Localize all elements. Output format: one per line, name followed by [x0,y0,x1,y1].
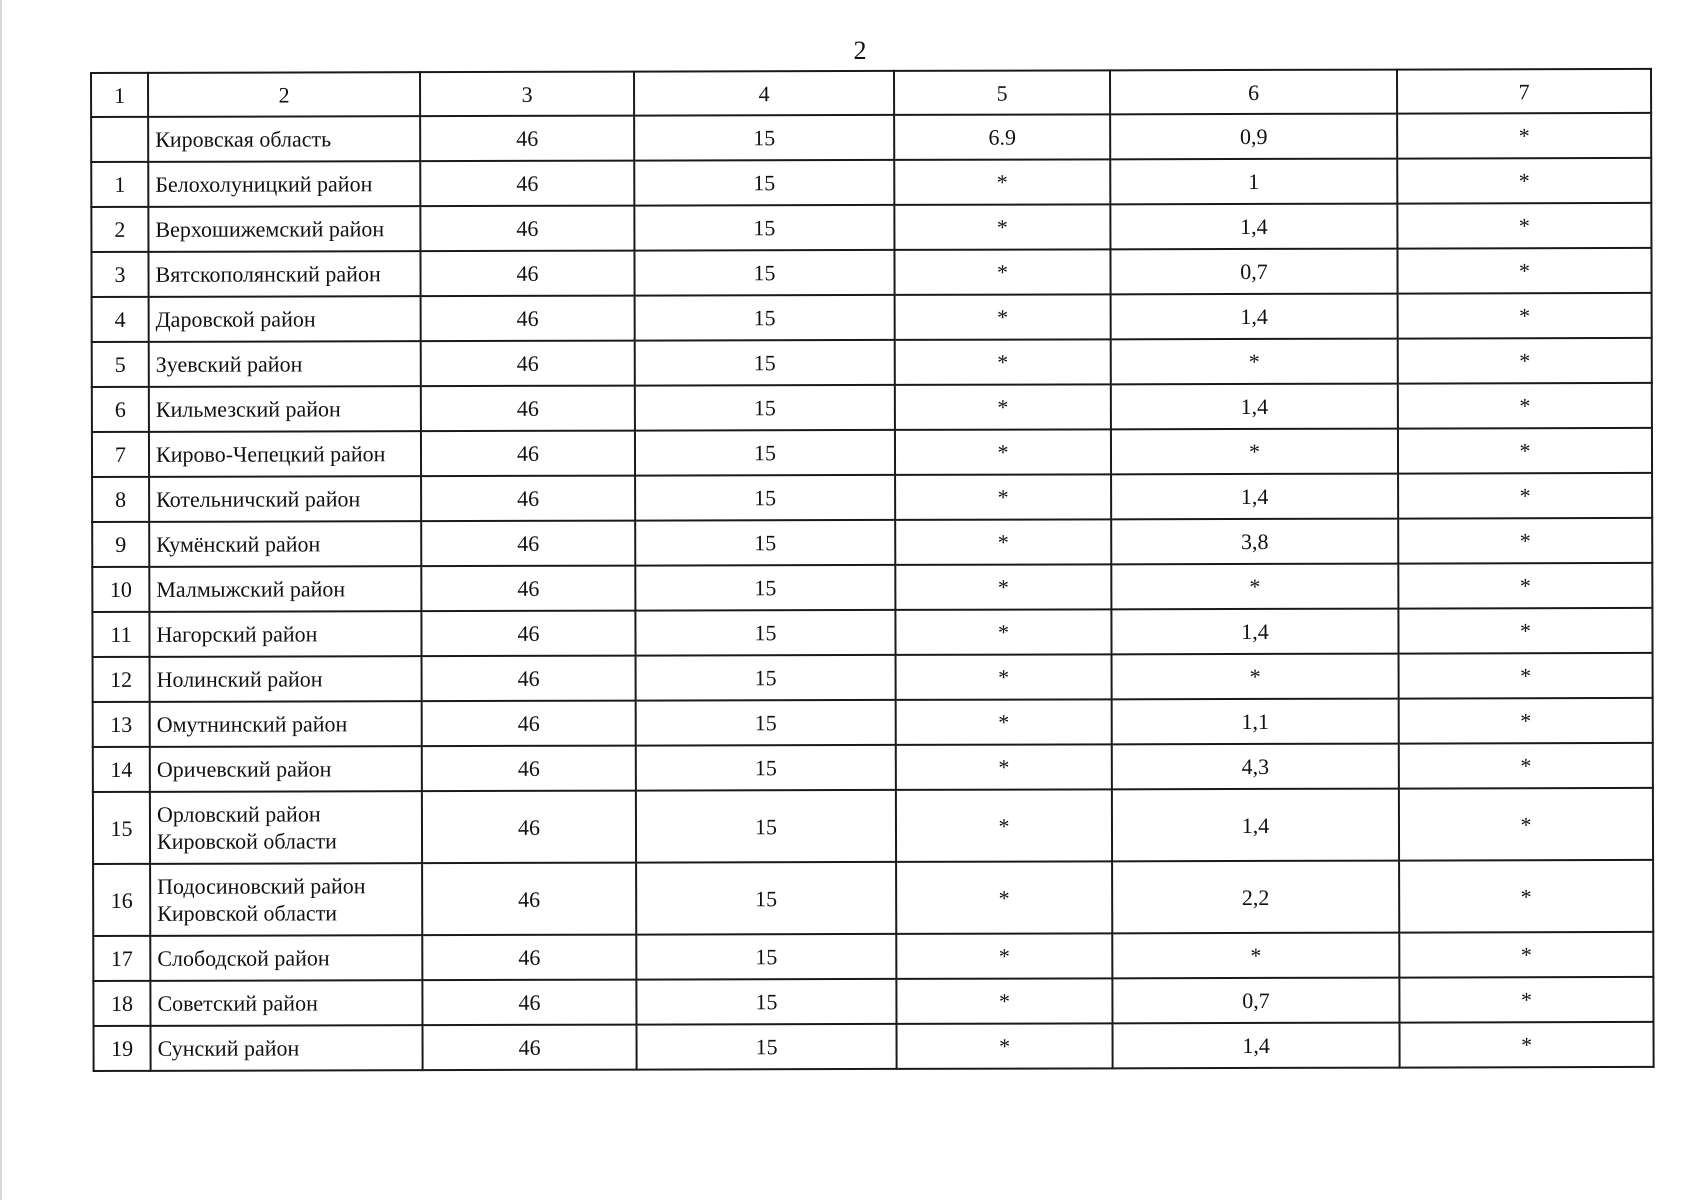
table-row [91,158,1651,207]
value-cell-c3: 46 [421,341,635,387]
value-cell-c3: 46 [420,161,634,207]
value-cell-c7: * [1399,653,1653,699]
district-name-cell [149,611,421,657]
district-name-cell [148,206,420,252]
value-cell-c3: 46 [422,701,636,747]
row-number-cell: 18 [93,981,150,1026]
row-number-cell: 1 [91,162,148,207]
row-number-cell: 5 [92,342,149,387]
table-row [93,1022,1653,1071]
row-number-cell: 12 [93,657,150,702]
table-row [91,203,1651,252]
value-cell-c7: * [1399,1022,1653,1068]
value-cell-c3: 46 [421,566,635,612]
row-number-cell: 9 [92,522,149,567]
value-cell-c5: * [894,159,1110,205]
value-cell-c3: 46 [421,296,635,342]
value-cell-c3: 46 [421,431,635,477]
row-number-cell: 7 [92,432,149,477]
row-number-cell: 3 [91,252,148,297]
header-cell: 5 [894,70,1110,115]
value-cell-c3: 46 [422,935,636,981]
district-name: Вятскополянский район [155,261,381,287]
district-name: Кильмезский район [155,396,341,422]
header-cell: 3 [420,72,634,117]
district-name: Сунский район [157,1035,300,1061]
district-name-cell [150,980,422,1026]
district-name-cell [150,656,422,702]
value-cell-c3: 46 [421,476,635,522]
district-name: Оричевский район [156,756,332,782]
district-name: Омутнинский район [156,711,348,737]
value-cell-c3: 46 [420,116,634,162]
value-cell-c6: 1,4 [1112,1023,1399,1069]
header-cell: 1 [91,73,148,117]
value-cell-c5: * [896,978,1112,1024]
row-number-cell: 2 [91,207,148,252]
value-cell-c6: * [1111,339,1398,385]
district-name-cell [148,116,420,162]
value-cell-c3: 46 [422,746,636,792]
table-row [91,248,1651,297]
district-name-cell [149,521,421,567]
value-cell-c6: 0,7 [1112,978,1399,1024]
row-number-cell: 16 [93,864,150,936]
table-row [92,608,1652,657]
district-name-cell [149,566,421,612]
value-cell-c7: * [1398,383,1652,429]
district-name-cell [150,746,422,792]
table-row [92,518,1652,567]
table-container [90,68,1653,1072]
value-cell-c5: * [896,789,1112,862]
value-cell-c3: 46 [422,863,636,936]
value-cell-c6: 1,4 [1111,294,1398,340]
value-cell-c6: 4,3 [1112,744,1399,790]
row-number-cell: 15 [93,792,150,864]
district-name-cell [150,863,422,936]
value-cell-c7: * [1397,248,1651,294]
value-cell-c6: * [1111,429,1398,475]
value-cell-c4: 15 [634,115,894,161]
value-cell-c7: * [1398,608,1652,654]
district-name: Кировская область [155,126,332,152]
table-row [91,113,1651,162]
value-cell-c7: * [1397,158,1651,204]
value-cell-c5: * [895,384,1111,430]
value-cell-c4: 15 [636,790,896,863]
value-cell-c7: * [1398,428,1652,474]
value-cell-c5: * [895,609,1111,655]
district-name: Советский район [157,990,318,1016]
value-cell-c4: 15 [634,160,894,206]
district-name-cell [150,935,422,981]
value-cell-c7: * [1398,563,1652,609]
table-row [93,932,1653,981]
value-cell-c5: * [894,204,1110,250]
table-row [93,743,1653,792]
value-cell-c4: 15 [634,250,894,296]
district-name-cell [149,386,421,432]
district-name-cell [150,701,422,747]
value-cell-c6: 1,4 [1112,789,1399,862]
table-row [92,293,1652,342]
district-name-line2: Кировской области [156,828,337,854]
district-name: Нагорский район [156,621,318,647]
value-cell-c5: 6.9 [894,114,1110,160]
value-cell-c4: 15 [635,385,895,431]
district-name: Даровской район [155,306,316,332]
table-body [91,69,1654,1071]
value-cell-c3: 46 [422,791,636,864]
value-cell-c6: 1,4 [1111,474,1398,520]
value-cell-c5: * [895,564,1111,610]
row-number-cell: 13 [93,702,150,747]
value-cell-c6: 3,8 [1111,519,1398,565]
district-name: Зуевский район [155,351,303,377]
district-name-cell [149,476,421,522]
header-cell: 6 [1110,70,1397,115]
value-cell-c7: * [1399,698,1653,744]
value-cell-c7: * [1397,113,1651,159]
district-name-cell [149,296,421,342]
value-cell-c5: * [896,744,1112,790]
value-cell-c7: * [1398,518,1652,564]
value-cell-c7: * [1399,860,1653,933]
value-cell-c4: 15 [636,862,896,935]
value-cell-c4: 15 [636,745,896,791]
row-number-cell: 19 [93,1026,150,1071]
district-name-cell [150,1025,422,1071]
row-number-cell: 4 [92,297,149,342]
header-cell: 2 [148,72,420,117]
table-header-row [91,69,1651,117]
value-cell-c6: 1,4 [1110,204,1397,250]
value-cell-c4: 15 [635,295,895,341]
table-row [92,338,1652,387]
table-row [93,977,1653,1026]
value-cell-c5: * [896,654,1112,700]
value-cell-c5: * [895,519,1111,565]
district-name-line2: Кировской области [157,900,338,926]
table-row [93,653,1653,702]
table-row [92,563,1652,612]
header-cell: 4 [634,71,894,116]
table-row [93,788,1653,864]
value-cell-c7: * [1399,932,1653,978]
table-row [92,383,1652,432]
district-name-cell [149,341,421,387]
table-row [93,698,1653,747]
district-name: Подосиновский район [157,873,366,899]
district-name: Белохолуницкий район [155,171,373,197]
district-name: Кумёнский район [156,531,321,557]
value-cell-c3: 46 [422,1025,636,1071]
row-number-cell [91,117,148,162]
value-cell-c3: 46 [422,980,636,1026]
value-cell-c3: 46 [420,206,634,252]
value-cell-c6: 1,1 [1112,699,1399,745]
value-cell-c5: * [895,429,1111,475]
district-name-cell [148,161,420,207]
value-cell-c4: 15 [635,610,895,656]
scan-edge [0,0,2,1200]
value-cell-c6: * [1112,654,1399,700]
value-cell-c4: 15 [636,934,896,980]
district-name-cell [149,431,421,477]
value-cell-c6: * [1112,933,1399,979]
value-cell-c4: 15 [635,475,895,521]
value-cell-c4: 15 [636,979,896,1025]
value-cell-c7: * [1398,338,1652,384]
value-cell-c6: 0,7 [1110,249,1397,295]
district-name: Орловский район [156,801,321,827]
value-cell-c5: * [896,933,1112,979]
row-number-cell: 11 [92,612,149,657]
district-name-cell [150,791,422,864]
value-cell-c3: 46 [421,611,635,657]
district-name: Малмыжский район [156,576,346,602]
value-cell-c6: 1,4 [1111,384,1398,430]
value-cell-c7: * [1397,203,1651,249]
value-cell-c5: * [895,339,1111,385]
table-row [93,860,1653,936]
district-name: Верхошижемский район [155,216,385,242]
district-name: Котельничский район [156,486,361,512]
value-cell-c5: * [896,1023,1112,1069]
value-cell-c3: 46 [421,521,635,567]
value-cell-c4: 15 [636,655,896,701]
value-cell-c5: * [896,861,1112,934]
value-cell-c6: * [1111,564,1398,610]
value-cell-c5: * [896,699,1112,745]
district-name: Слободской район [157,945,330,971]
value-cell-c4: 15 [636,700,896,746]
value-cell-c3: 46 [420,251,634,297]
value-cell-c4: 15 [635,430,895,476]
page-number: 2 [853,36,867,65]
value-cell-c5: * [895,474,1111,520]
value-cell-c5: * [894,249,1110,295]
district-name: Нолинский район [156,666,323,692]
row-number-cell: 17 [93,936,150,981]
value-cell-c4: 15 [635,520,895,566]
data-table [90,68,1655,1072]
value-cell-c7: * [1399,743,1653,789]
table-row [92,428,1652,477]
row-number-cell: 8 [92,477,149,522]
table-row [92,473,1652,522]
district-name-cell [148,251,420,297]
value-cell-c5: * [895,294,1111,340]
value-cell-c4: 15 [635,340,895,386]
value-cell-c7: * [1398,293,1652,339]
value-cell-c4: 15 [636,1024,896,1070]
row-number-cell: 6 [92,387,149,432]
value-cell-c4: 15 [634,205,894,251]
value-cell-c6: 1,4 [1111,609,1398,655]
value-cell-c6: 1 [1110,159,1397,205]
value-cell-c4: 15 [635,565,895,611]
value-cell-c3: 46 [421,386,635,432]
value-cell-c3: 46 [422,656,636,702]
district-name: Кирово-Чепецкий район [155,441,386,467]
value-cell-c7: * [1398,473,1652,519]
value-cell-c6: 2,2 [1112,861,1399,934]
row-number-cell: 10 [92,567,149,612]
value-cell-c7: * [1399,788,1653,861]
header-cell: 7 [1397,69,1651,114]
row-number-cell: 14 [93,747,150,792]
value-cell-c7: * [1399,977,1653,1023]
value-cell-c6: 0,9 [1110,114,1397,160]
